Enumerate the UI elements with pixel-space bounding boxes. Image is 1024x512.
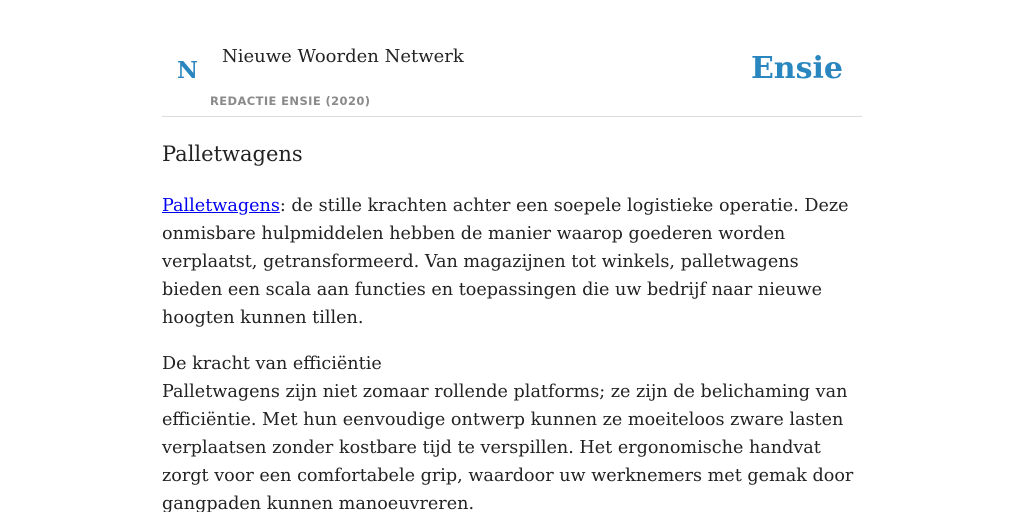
header xyxy=(162,0,862,117)
byline: REDACTIE ENSIE (2020) xyxy=(210,94,371,108)
section-heading: De kracht van efficiëntie xyxy=(162,354,382,374)
section-efficiency xyxy=(162,350,862,512)
section-paragraph: Palletwagens zijn niet zomaar rollende platforms; ze zijn de belichaming van efficiëntie. Met hun eenvoudige ontwerp kunnen ze moeiteloos zware lasten verplaatsen zonder kostbare tijd te verspillen. Het ergonomische handvat zorgt voor een comfortabele grip, waardoor uw werknemers met gemak door gangpaden kunnen manoeuvreren. xyxy=(162,382,854,512)
page-title: Palletwagens xyxy=(162,142,303,166)
term-link[interactable]: Palletwagens xyxy=(162,196,280,216)
site-logo-icon[interactable]: N xyxy=(177,57,199,84)
article xyxy=(162,138,862,512)
site-title[interactable]: Nieuwe Woorden Netwerk xyxy=(222,46,464,67)
brand-logo[interactable]: Ensie xyxy=(750,51,843,86)
intro-text: : de stille krachten achter een soepele logistieke operatie. Deze onmisbare hulpmiddelen hebben de manier waarop goederen worden verplaatst, getransformeerd. Van magazijnen tot winkels, palletwagens bieden een scala aan functies en toepassingen die uw bedrijf naar nieuwe hoogten kunnen tillen. xyxy=(162,196,849,328)
intro-paragraph xyxy=(162,192,862,332)
